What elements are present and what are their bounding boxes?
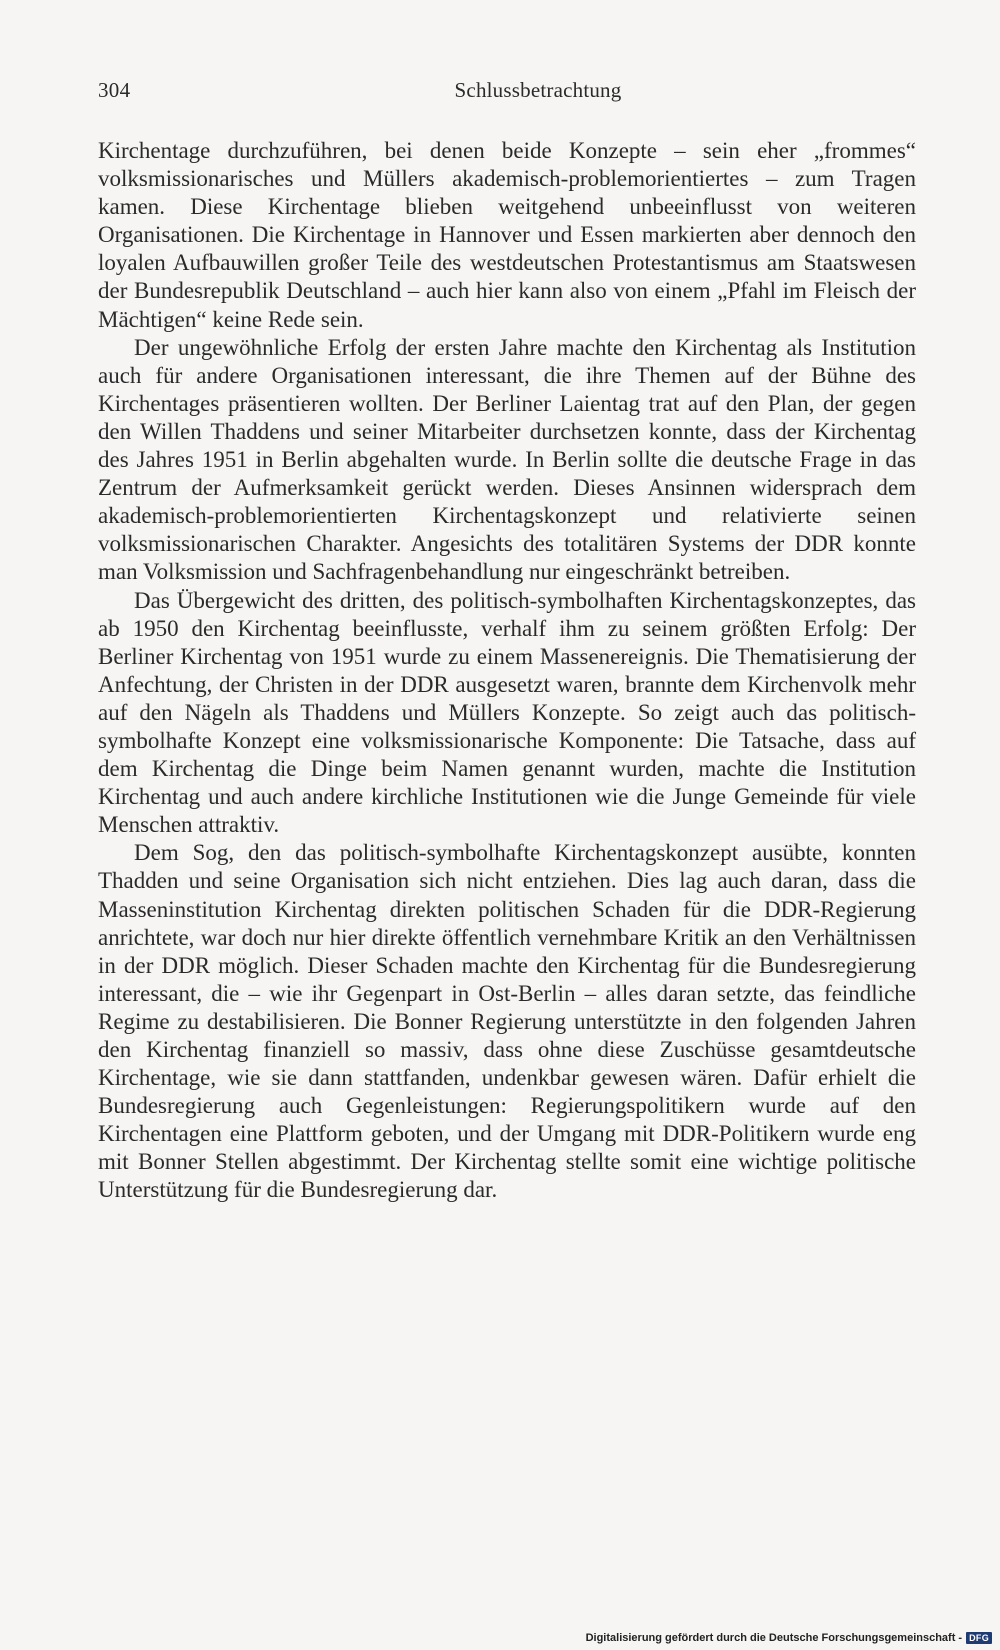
body-text — [98, 137, 916, 1205]
digitization-credit — [586, 1630, 992, 1646]
paragraph: Dem Sog, den das politisch-symbolhafte Kirchentagskonzept ausübte, konnten Thadden und seine Organisation sich nicht entziehen. Dies lag auch daran, dass die Masseninstitution Kirchentag direkten politischen Schaden für die DDR-Regierung anrichtete, war doch nur hier direkte öffentlich vernehmbare Kritik an den Verhältnissen in der DDR möglich. Dieser Schaden machte den Kirchentag für die Bundesregierung interessant, die – wie ihr Gegenpart in Ost-Berlin – alles daran setzte, das feindliche Regime zu destabilisieren. Die Bonner Regierung unterstützte in den folgenden Jahren den Kirchentag finanziell so massiv, dass ohne diese Zuschüsse gesamtdeutsche Kirchentage, wie sie dann stattfanden, undenkbar gewesen wären. Dafür erhielt die Bundesregierung auch Gegenleistungen: Regierungspolitikern wurde auf den Kirchentagen eine Plattform geboten, und der Umgang mit DDR-Politikern wurde eng mit Bonner Stellen abgestimmt. Der Kirchentag stellte somit eine wichtige politische Unterstützung für die Bundesregierung dar. — [98, 840, 916, 1203]
paragraph: Der ungewöhnliche Erfolg der ersten Jahre machte den Kirchentag als Institution auch für andere Organisationen interessant, die ihre Themen auf der Bühne des Kirchentages präsentieren wollten. Der Berliner Laientag trat auf den Plan, der gegen den Willen Thaddens und seiner Mitarbeiter durchsetzen konnte, dass der Kirchentag des Jahres 1951 in Berlin abgehalten wurde. In Berlin sollte die deutsche Frage in das Zentrum der Aufmerksamkeit gerückt werden. Dieses Ansinnen widersprach dem akademisch-problemorientierten Kirchentagskonzept und relativierte seinen volksmissionarischen Charakter. Angesichts des totalitären Systems der DDR konnte man Volksmission und Sachfragenbehandlung nur eingeschränkt betreiben. — [98, 334, 916, 585]
paragraph: Kirchentage durchzuführen, bei denen beide Konzepte – sein eher „frommes“ volksmissionarisches und Müllers akademisch-problemorientiertes – zum Tragen kamen. Diese Kirchentage blieben weitgehend unbeeinflusst von weiteren Organisationen. Die Kirchentage in Hannover und Essen markierten aber dennoch den loyalen Aufbauwillen großer Teile des westdeutschen Protestantismus am Staatswesen der Bundesrepublik Deutschland – auch hier kann also von einem „Pfahl im Fleisch der Mächtigen“ keine Rede sein. — [98, 138, 916, 332]
page-number: 304 — [98, 78, 131, 102]
running-head: Schlussbetrachtung — [454, 78, 622, 102]
page-header — [98, 78, 918, 108]
dfg-logo: DFG — [966, 1632, 992, 1644]
credit-text: Digitalisierung gefördert durch die Deutsche Forschungsgemeinschaft - — [585, 1632, 963, 1644]
paragraph: Das Übergewicht des dritten, des politisch-symbolhaften Kirchentagskonzeptes, das ab 1950 den Kirchentag beeinflusste, verhalf ihm zu seinem größten Erfolg: Der Berliner Kirchentag von 1951 wurde zu einem Massenereignis. Die Thematisierung der Anfechtung, der Christen in der DDR ausgesetzt waren, brannte dem Kirchenvolk mehr auf den Nägeln als Thaddens und Müllers Konzepte. So zeigt auch das politisch-symbolhafte Konzept eine volksmissionarische Komponente: Die Tatsache, dass auf dem Kirchentag die Dinge beim Namen genannt wurden, machte die Institution Kirchentag und auch andere kirchliche Institutionen wie die Junge Gemeinde für viele Menschen attraktiv. — [98, 587, 916, 838]
